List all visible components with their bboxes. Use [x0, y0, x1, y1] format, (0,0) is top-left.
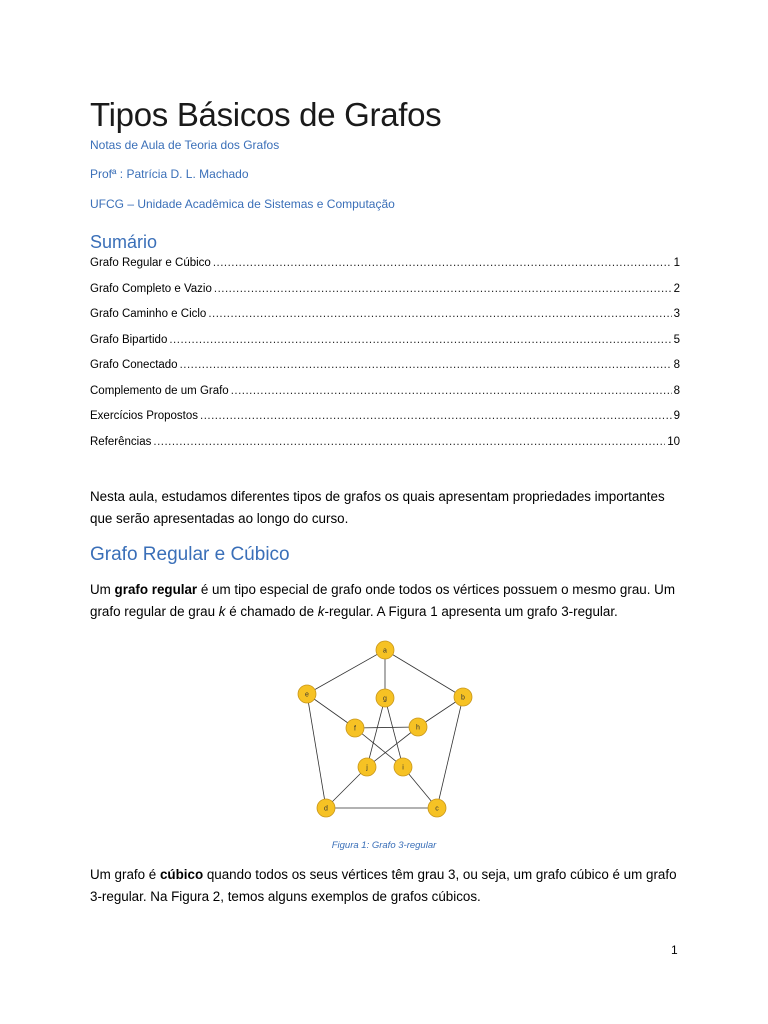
toc-entry[interactable]: [90, 257, 680, 283]
bold-term: grafo regular: [114, 582, 198, 597]
toc-leader-dots: [180, 359, 672, 371]
graph-vertex-j: [358, 758, 376, 776]
toc-label: Exercícios Propostos: [90, 410, 199, 422]
graph-vertex-b: [454, 688, 472, 706]
graph-vertex-c: [428, 799, 446, 817]
vertex-label: d: [324, 805, 328, 813]
toc-page-number: 3: [673, 308, 680, 320]
toc-label: Referências: [90, 435, 152, 448]
text-run: -regular. A Figura 1 apresenta um grafo 3-regular.: [324, 604, 618, 619]
graph-edge: [437, 694, 465, 808]
graph-edge: [367, 695, 387, 767]
graph-edge: [367, 724, 420, 767]
vertex-label: a: [383, 647, 387, 655]
graph-edge: [383, 695, 403, 767]
text-run: Um grafo é: [90, 867, 160, 882]
toc-label: Grafo Bipartido: [90, 333, 168, 346]
regular-graph-paragraph: [90, 579, 682, 623]
graph-vertex-i: [394, 758, 412, 776]
toc-leader-dots: [153, 436, 665, 448]
course-notes-line: Notas de Aula de Teoria dos Grafos: [90, 138, 280, 152]
graph-edges: [307, 647, 463, 808]
graph-vertex-e: [298, 685, 316, 703]
toc-leader-dots: [213, 257, 672, 269]
vertex-label: c: [435, 805, 439, 813]
vertex-label: j: [366, 764, 368, 772]
toc-label: Grafo Caminho e Ciclo: [90, 308, 207, 320]
italic-term: k: [317, 604, 325, 619]
italic-term: k: [218, 604, 226, 619]
vertex-label: b: [461, 694, 465, 702]
toc-entry[interactable]: [90, 334, 680, 360]
summary-heading: Sumário: [90, 232, 158, 252]
vertex-label: h: [416, 724, 420, 732]
toc-page-number: 8: [673, 359, 680, 371]
toc-entry[interactable]: [90, 410, 680, 436]
toc-leader-dots: [208, 308, 671, 320]
text-run: quando todos os seus vértices têm grau 3, ou seja, um grafo cúbico é um grafo 3-regular. Na Figura 2, temos alguns exemplos de grafos cúbicos.: [90, 867, 677, 904]
document-title: Tipos Básicos de Grafos: [90, 96, 442, 133]
bold-term: cúbico: [159, 867, 204, 882]
toc-label: Complemento de um Grafo: [90, 384, 229, 397]
cubic-graph-paragraph: [90, 864, 682, 908]
table-of-contents: [90, 257, 680, 461]
toc-page-number: 8: [673, 384, 680, 397]
graph-vertex-f: [346, 719, 364, 737]
toc-page-number: 10: [667, 435, 680, 448]
toc-entry[interactable]: [90, 283, 680, 309]
page-number: 1: [671, 943, 678, 957]
toc-label: Grafo Regular e Cúbico: [90, 257, 211, 269]
graph-edge: [355, 727, 418, 728]
toc-leader-dots: [214, 283, 672, 295]
text-run: é um tipo especial de grafo onde todos os vértices possuem o mesmo grau. Um grafo regular de grau: [90, 582, 675, 619]
toc-page-number: 2: [673, 282, 680, 295]
vertex-label: i: [402, 764, 404, 772]
toc-label: Grafo Completo e Vazio: [90, 282, 212, 295]
toc-leader-dots: [169, 334, 671, 346]
toc-page-number: 5: [673, 333, 680, 346]
graph-edge: [305, 691, 326, 808]
section-heading: Grafo Regular e Cúbico: [90, 544, 290, 565]
graph-vertex-a: [376, 641, 394, 659]
graph-vertex-g: [376, 689, 394, 707]
toc-leader-dots: [231, 385, 672, 397]
text-run: Um: [90, 582, 115, 597]
figure-caption: Figura 1: Grafo 3-regular: [331, 840, 437, 851]
intro-paragraph: Nesta aula, estudamos diferentes tipos de grafos os quais apresentam propriedades importantes que serão apresentadas ao longo do curso.: [90, 489, 665, 526]
professor-line: Profª : Patrícia D. L. Machado: [90, 167, 249, 181]
toc-entry[interactable]: [90, 359, 680, 385]
toc-entry[interactable]: [90, 308, 680, 334]
toc-entry[interactable]: [90, 385, 680, 411]
text-run: é chamado de: [225, 604, 318, 619]
graph-edge: [307, 647, 387, 694]
graph-vertex-h: [409, 718, 427, 736]
graph-edge: [383, 647, 463, 697]
vertex-label: f: [354, 725, 356, 733]
vertex-label: g: [383, 695, 387, 703]
graph-vertex-d: [317, 799, 335, 817]
graph-figure: [282, 636, 482, 826]
toc-label: Grafo Conectado: [90, 359, 178, 371]
toc-page-number: 9: [673, 410, 680, 422]
vertex-label: e: [305, 691, 309, 699]
toc-entry[interactable]: [90, 436, 680, 462]
toc-page-number: 1: [673, 257, 680, 269]
toc-leader-dots: [200, 410, 672, 422]
institution-line: UFCG – Unidade Acadêmica de Sistemas e Computação: [90, 197, 395, 211]
